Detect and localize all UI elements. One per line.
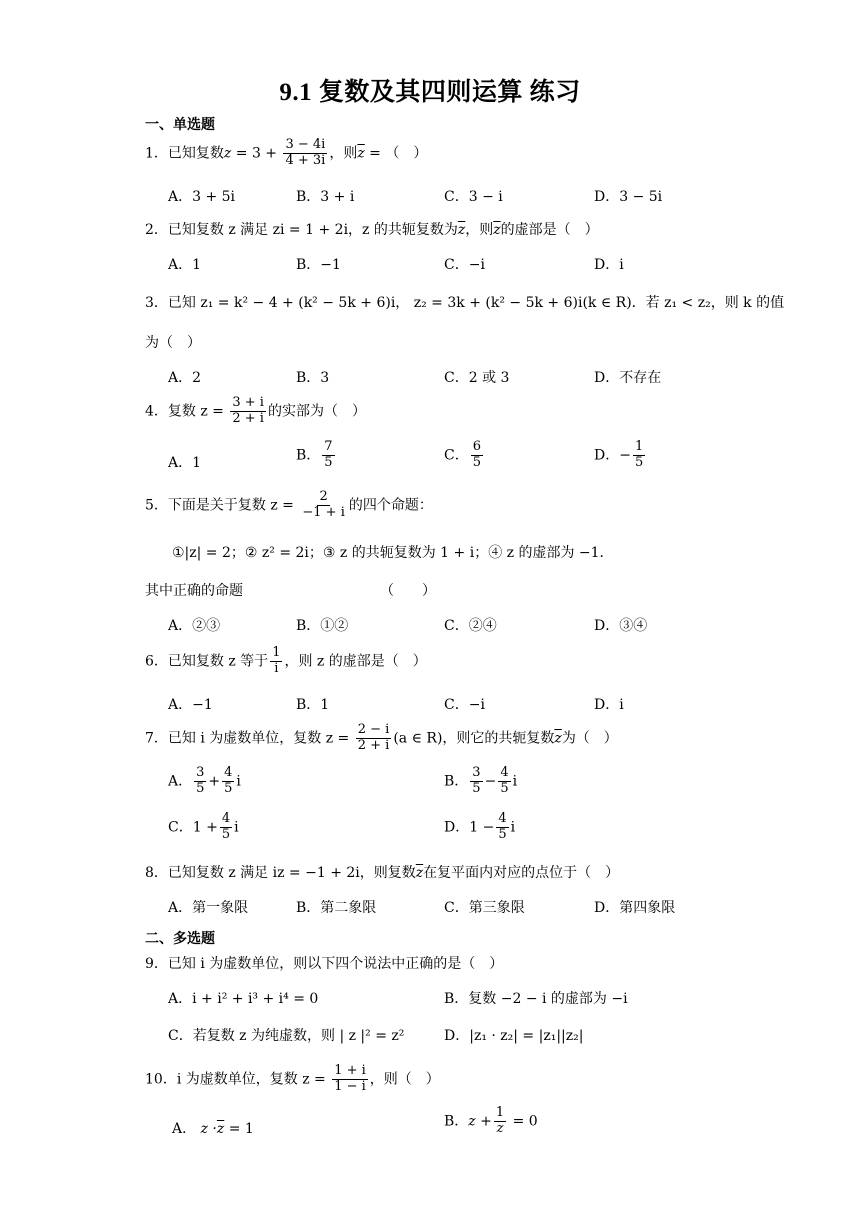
question-5-prefix: 5．下面是关于复数 z = [145,497,299,514]
q6-option-c[interactable]: C．−i [444,697,485,713]
fraction-denominator: 5 [634,454,644,470]
question-10-prefix: 10．i 为虚数单位，复数 z = [145,1071,331,1088]
imaginary-unit: i [510,819,516,836]
fraction-numerator: 3 [472,765,481,780]
q8-option-a[interactable]: A．第一象限 [168,900,249,916]
fraction-denominator: z [496,1120,504,1136]
imaginary-unit: i [234,819,239,836]
fraction-numerator: 4 [498,811,507,826]
q3-option-a[interactable]: A．2 [168,370,202,386]
option-fraction [194,766,206,797]
question-5-post: 的四个命题： [348,497,433,514]
option-fraction [222,766,234,797]
option-expression: z + [468,1113,492,1130]
fraction-denominator: 5 [324,454,333,470]
fraction-numerator: 1 [272,645,281,660]
option-fraction [494,1106,506,1137]
option-fraction [633,440,645,471]
q6-option-b[interactable]: B．1 [296,697,330,713]
option-tail: = 0 [508,1113,538,1130]
option-operator: + [208,773,221,790]
option-fraction [496,812,508,843]
q2-option-b[interactable]: B．−1 [296,257,341,273]
fraction-numerator: 1 [634,439,644,454]
question-3-line-2: 为（ ） [145,335,201,351]
fraction-denominator: 5 [498,826,507,842]
question-10 [145,1064,440,1095]
q9-option-a[interactable]: A．i + i² + i³ + i⁴ = 0 [168,991,319,1007]
question-5-prompt: 其中正确的命题 [145,583,243,599]
q7-option-d[interactable] [444,812,515,843]
question-5 [145,490,433,521]
question-2-mid: ，则 [465,222,494,238]
q8-option-d[interactable]: D．第四象限 [594,900,676,916]
option-label: D． [444,819,470,836]
question-6-post: ，则 z 的虚部是（ ） [284,653,427,670]
question-1-fraction [283,138,327,169]
question-1-var: z [223,145,232,162]
option-conjugate: $\overline{z}$ [216,1121,225,1137]
question-4-post: 的实部为（ ） [267,403,366,420]
question-7-fraction [356,723,392,754]
fraction-numerator: 7 [324,439,333,454]
q8-option-c[interactable]: C．第三象限 [444,900,525,916]
fraction-denominator: 5 [472,780,481,796]
question-5-propositions: ①|z| = 2；② z² = 2i；③ z 的共轭复数为 1 + i；④ z 的虚部为 −1． [172,545,614,561]
section-heading-multiple-choice: 二、多选题 [145,931,215,947]
q4-option-d[interactable] [594,440,647,471]
question-7-mid: (a ∈ R)，则它的共轭复数 [393,730,555,747]
page-title: 9.1 复数及其四则运算 练习 [279,79,581,106]
fraction-numerator: 1 + i [334,1063,366,1078]
fraction-numerator: 1 [495,1105,505,1120]
option-expression: z · [200,1121,217,1137]
option-label: B． [296,447,321,464]
question-6-prefix: 6．已知复数 z 等于 [145,653,269,670]
q1-option-a[interactable]: A．3 + 5i [168,189,236,205]
fraction-denominator: 5 [500,780,509,796]
q9-option-c[interactable]: C．若复数 z 为纯虚数，则 | z |² = z² [168,1028,405,1044]
question-2-conjugate-2: $\overline{z}$ [493,222,501,238]
fraction-numerator: 2 − i [357,722,390,737]
option-prefix: 1 − [469,819,495,836]
question-1-post: ，则 [329,145,358,162]
q7-option-b[interactable] [444,766,517,797]
imaginary-unit: i [236,773,241,790]
question-4 [145,396,366,427]
q1-option-c[interactable]: C．3 − i [444,189,503,205]
question-1-eq: = 3 + [231,145,282,162]
q6-option-d[interactable]: D．i [594,697,624,713]
question-2-tail: 的虚部是（ ） [500,222,599,238]
option-label: A． [168,773,193,790]
fraction-denominator: 5 [221,826,231,842]
q10-option-b[interactable] [444,1106,538,1137]
question-2 [145,219,599,239]
question-7-prefix: 7．已知 i 为虚数单位，复数 z = [145,730,354,747]
q5-option-b[interactable]: B．①② [296,618,349,634]
option-fraction [322,440,334,471]
option-tail: = 1 [224,1121,254,1137]
question-6-fraction [270,646,282,677]
q8-option-b[interactable]: B．第二象限 [296,900,377,916]
q3-option-d[interactable]: D．不存在 [594,370,662,386]
question-2-text: 2．已知复数 z 满足 zi = 1 + 2i，z 的共轭复数为 [145,222,458,238]
q5-option-a[interactable]: A．②③ [168,618,221,634]
fraction-denominator: 5 [472,454,481,470]
option-prefix: 1 + [192,819,218,836]
fraction-denominator: −1 + i [302,504,345,520]
q3-option-c[interactable]: C．2 或 3 [444,370,510,386]
question-7-tail: 为（ ） [561,730,618,747]
q9-option-b[interactable]: B．复数 −2 − i 的虚部为 −i [444,991,628,1007]
q2-option-d[interactable]: D．i [594,257,624,273]
option-fraction [220,812,232,843]
section-heading-single-choice: 一、单选题 [145,117,215,133]
fraction-denominator: 5 [224,780,233,796]
question-8-post: 在复平面内对应的点位于（ ） [423,865,620,881]
question-1-conjugate: $\overline{z}$ [357,145,365,162]
fraction-numerator: 6 [472,439,481,454]
option-label: C． [168,819,193,836]
q4-option-b[interactable] [296,440,337,471]
q10-option-a[interactable] [172,1118,254,1138]
question-1 [145,138,427,169]
option-operator: − [484,773,497,790]
fraction-numerator: 3 [196,765,205,780]
question-6 [145,646,427,677]
question-7 [145,723,618,754]
question-8-prefix: 8．已知复数 z 满足 iz = −1 + 2i，则复数 [145,865,416,881]
question-8 [145,862,619,882]
q6-option-a[interactable]: A．−1 [168,697,213,713]
question-3-line-1: 3．已知 z₁ = k² − 4 + (k² − 5k + 6)i， z₂ = 3k + (k² − 5k + 6)i(k ∈ R)．若 z₁ < z₂，则 k 的值 [145,295,785,311]
fraction-numerator: 2 [319,489,328,504]
fraction-denominator: 5 [196,780,205,796]
option-label: B． [444,773,469,790]
q7-option-c[interactable] [168,812,239,843]
q9-option-d[interactable]: D．|z₁ · z₂| = |z₁||z₂| [444,1028,584,1044]
option-label: C． [444,447,469,464]
q2-option-c[interactable]: C．−i [444,257,485,273]
question-4-prefix: 4．复数 z = [145,403,229,420]
q4-option-c[interactable] [444,440,485,471]
q4-option-a[interactable]: A．1 [168,455,202,471]
question-2-conjugate: $\overline{z}$ [457,222,466,238]
imaginary-unit: i [512,773,518,790]
q1-option-d[interactable]: D．3 − 5i [594,189,663,205]
fraction-numerator: 3 − 4i [285,137,326,152]
question-10-post: ，则（ ） [369,1071,440,1088]
question-4-fraction [230,396,266,427]
q2-option-a[interactable]: A．1 [168,257,202,273]
q5-option-d[interactable]: D．③④ [594,618,648,634]
q3-option-b[interactable]: B．3 [296,370,330,386]
question-5-fraction [300,490,346,521]
question-10-fraction [332,1064,368,1095]
q7-option-a[interactable] [168,766,241,797]
fraction-denominator: 2 + i [232,410,264,426]
option-label: B． [444,1113,469,1130]
option-fraction [498,766,510,797]
question-1-prefix: 1．已知复数 [145,145,224,162]
option-fraction [470,766,482,797]
question-9: 9．已知 i 为虚数单位，则以下四个说法中正确的是（ ） [145,956,504,972]
fraction-denominator: i [274,660,279,676]
question-8-conjugate: $\overline{z}$ [415,865,424,881]
fraction-denominator: 2 + i [357,737,390,753]
fraction-denominator: 1 − i [334,1078,366,1094]
fraction-numerator: 4 [500,765,509,780]
fraction-numerator: 4 [224,765,233,780]
fraction-numerator: 4 [221,811,231,826]
option-fraction [471,440,483,471]
fraction-denominator: 4 + 3i [285,152,326,168]
question-5-answer-paren: （ ） [380,583,436,599]
question-7-conjugate: $\overline{z}$ [554,730,562,747]
question-1-tail: = （ ） [364,145,428,162]
option-label: A． [172,1121,197,1137]
q5-option-c[interactable]: C．②④ [444,618,497,634]
q1-option-b[interactable]: B．3 + i [296,189,355,205]
option-label: D．− [594,447,631,464]
fraction-numerator: 3 + i [232,395,264,410]
